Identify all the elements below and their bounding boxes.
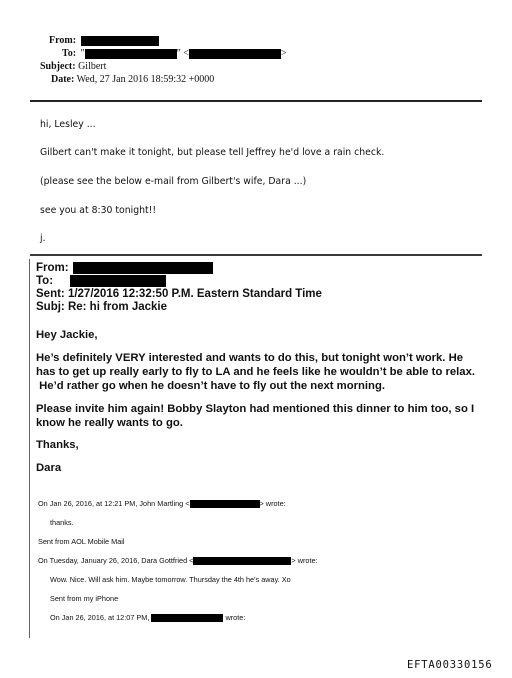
header-to-row <box>62 47 287 60</box>
redacted-quoted-to <box>70 275 166 287</box>
thread-wow: Wow. Nice. Will ask him. Maybe tomorrow. Thursday the 4th he's away. Xo <box>50 575 291 584</box>
thread-line-1-pre: On Jan 26, 2016, at 12:21 PM, John Martling < <box>38 499 190 508</box>
redacted-thread-3-email <box>151 614 223 622</box>
thread-line-3 <box>50 613 245 623</box>
message-line-2: (please see the below e-mail from Gilbert's wife, Dara ...) <box>40 176 307 187</box>
quoted-sent-row: Sent: 1/27/2016 12:32:50 P.M. Eastern Standard Time <box>36 288 322 300</box>
from-label: From: <box>49 35 77 46</box>
thread-line-3-post: wrote: <box>225 613 246 622</box>
document-id: EFTA00330156 <box>407 659 493 671</box>
to-close: > <box>280 48 287 59</box>
quoted-to-row <box>36 275 166 289</box>
quoted-greeting: Hey Jackie, <box>36 329 98 341</box>
thread-line-1 <box>38 499 286 509</box>
header-from-row <box>49 34 159 47</box>
redacted-martling-email <box>190 500 260 508</box>
quoted-from-label: From: <box>36 262 69 275</box>
quote-divider <box>30 254 482 256</box>
redacted-gottfried-email <box>193 557 291 565</box>
subject-value: Gilbert <box>78 61 107 72</box>
header-divider <box>30 100 482 102</box>
quoted-para1-line1: He’s definitely VERY interested and wants to do this, but tonight won’t work. He <box>36 352 464 364</box>
quoted-subj-row: Subj: Re: hi from Jackie <box>36 301 168 313</box>
quote-bar <box>29 259 30 638</box>
thread-line-2-post: > wrote: <box>291 556 318 565</box>
thread-line-3-pre: On Jan 26, 2016, at 12:07 PM, <box>50 613 150 622</box>
redacted-quoted-from <box>73 262 213 274</box>
message-greeting: hi, Lesley ... <box>40 119 96 130</box>
thread-line-2 <box>38 556 318 566</box>
redacted-to-email <box>189 49 281 59</box>
quoted-sign: Dara <box>36 462 62 474</box>
thread-sent-aol: Sent from AOL Mobile Mail <box>38 537 125 546</box>
quoted-para1-line2: has to get up really early to fly to LA and he feels like he wouldn’t be able to relax. <box>36 366 476 378</box>
redacted-from <box>81 36 159 46</box>
message-signature: j. <box>40 233 46 244</box>
date-value: Wed, 27 Jan 2016 18:59:32 +0000 <box>76 74 215 85</box>
to-open-quote: " <box>80 48 85 59</box>
date-label: Date: <box>51 74 75 85</box>
quoted-thanks: Thanks, <box>36 439 79 451</box>
redacted-to-name <box>85 49 177 59</box>
header-date-row <box>51 73 214 86</box>
quoted-para2-line2: know he really wants to go. <box>36 417 183 429</box>
thread-line-1-post: > wrote: <box>259 499 286 508</box>
message-line-1: Gilbert can't make it tonight, but please tell Jeffrey he'd love a rain check. <box>40 147 385 158</box>
quoted-para1-line3: He’d rather go when he doesn’t have to fly out the next morning. <box>36 380 385 392</box>
quoted-from-row <box>36 262 213 276</box>
quoted-to-label: To: <box>36 275 54 288</box>
message-line-3: see you at 8:30 tonight!! <box>40 205 157 216</box>
thread-line-2-pre: On Tuesday, January 26, 2016, Dara Gottfried < <box>38 556 194 565</box>
header-subject-row <box>40 60 106 73</box>
subject-label: Subject: <box>40 61 76 72</box>
thread-sent-iphone: Sent from my iPhone <box>50 594 119 603</box>
to-label: To: <box>62 48 77 59</box>
thread-thanks: thanks. <box>50 518 74 527</box>
quoted-para2-line1: Please invite him again! Bobby Slayton had mentioned this dinner to him too, so I <box>36 403 475 415</box>
to-mid: " < <box>176 48 189 59</box>
